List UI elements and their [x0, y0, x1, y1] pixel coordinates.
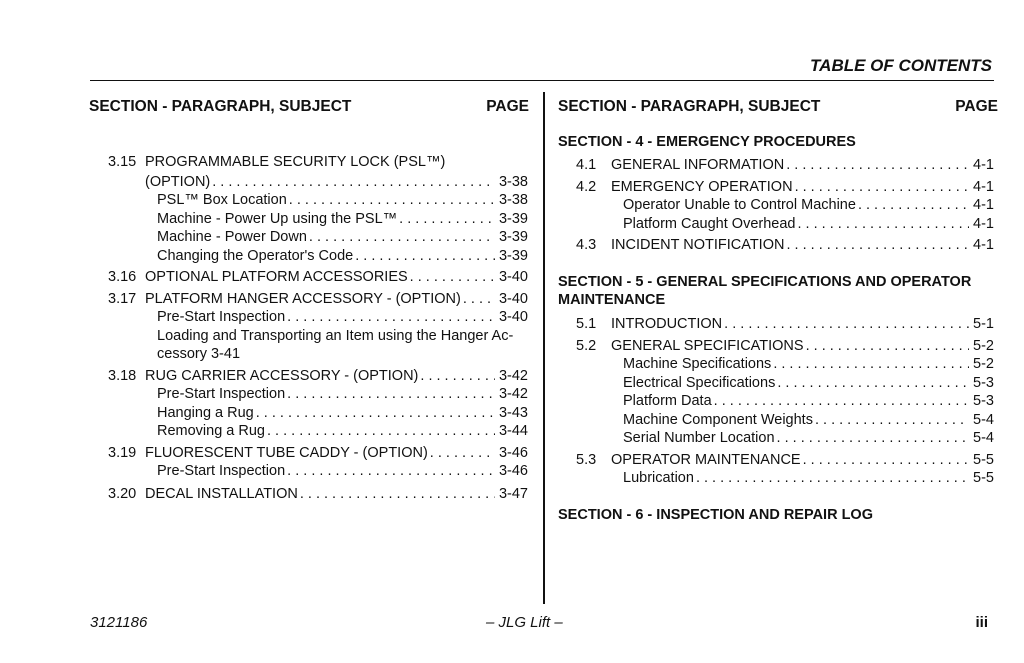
toc-entry-3-18[interactable]: RUG CARRIER ACCESSORY - (OPTION) . . . 3-42 — [145, 367, 528, 385]
toc-number-3-17: 3.17 — [108, 291, 137, 307]
left-page-heading: PAGE — [486, 98, 529, 115]
right-page-heading: PAGE — [955, 98, 998, 115]
page-title: TABLE OF CONTENTS — [810, 56, 992, 75]
toc-number-3-19: 3.19 — [108, 445, 137, 461]
toc-entry-3-20[interactable]: DECAL INSTALLATION . . . 3-47 — [145, 485, 528, 503]
toc-subentry-platform-data[interactable]: Platform Data . . . 5-3 — [623, 392, 994, 410]
toc-number-3-16: 3.16 — [108, 269, 137, 285]
toc-number-5-3: 5.3 — [576, 452, 597, 468]
toc-number-3-18: 3.18 — [108, 368, 137, 384]
toc-subentry-3-17-prestart[interactable]: Pre-Start Inspection . . . 3-40 — [157, 308, 528, 326]
toc-entry-3-15: PROGRAMMABLE SECURITY LOCK (PSL™) — [145, 154, 446, 170]
footer-page-number: iii — [975, 614, 988, 631]
toc-subentry-3-19-prestart[interactable]: Pre-Start Inspection . . . 3-46 — [157, 462, 528, 480]
toc-entry-4-3[interactable]: INCIDENT NOTIFICATION . . . 4-1 — [611, 236, 994, 254]
toc-subentry-psl-box-location[interactable]: PSL™ Box Location . . . 3-38 — [157, 191, 528, 209]
right-heading-label: SECTION - PARAGRAPH, SUBJECT — [558, 98, 821, 115]
toc-subentry-loading-line2[interactable]: cessory 3-41 — [157, 346, 241, 362]
column-divider — [543, 92, 545, 604]
toc-subentry-electrical-specifications[interactable]: Electrical Specifications . . . 5-3 — [623, 374, 994, 392]
toc-subentry-machine-specifications[interactable]: Machine Specifications . . . 5-2 — [623, 355, 994, 373]
toc-number-3-15: 3.15 — [108, 154, 137, 170]
toc-subentry-operator-unable[interactable]: Operator Unable to Control Machine . . . 4-1 — [623, 196, 994, 214]
footer-brand: – JLG Lift – — [486, 614, 563, 631]
section-6-heading[interactable]: SECTION - 6 - INSPECTION AND REPAIR LOG — [558, 507, 873, 523]
toc-entry-5-2[interactable]: GENERAL SPECIFICATIONS . . . 5-2 — [611, 337, 994, 355]
toc-number-5-1: 5.1 — [576, 316, 597, 332]
toc-entry-5-3[interactable]: OPERATOR MAINTENANCE . . . 5-5 — [611, 451, 994, 469]
toc-number-4-3: 4.3 — [576, 237, 597, 253]
toc-entry-4-2[interactable]: EMERGENCY OPERATION . . . 4-1 — [611, 178, 994, 196]
section-5-heading-line1[interactable]: SECTION - 5 - GENERAL SPECIFICATIONS AND OPERATOR — [558, 274, 972, 290]
toc-entry-4-1[interactable]: GENERAL INFORMATION . . . 4-1 — [611, 156, 994, 174]
toc-subentry-serial-number-location[interactable]: Serial Number Location . . . 5-4 — [623, 429, 994, 447]
header-rule — [90, 80, 994, 81]
toc-subentry-loading-line1[interactable]: Loading and Transporting an Item using the Hanger Ac- — [157, 328, 514, 344]
toc-subentry-platform-caught[interactable]: Platform Caught Overhead . . . 4-1 — [623, 215, 994, 233]
toc-number-4-2: 4.2 — [576, 179, 597, 195]
section-4-heading[interactable]: SECTION - 4 - EMERGENCY PROCEDURES — [558, 134, 856, 150]
toc-entry-3-17[interactable]: PLATFORM HANGER ACCESSORY - (OPTION) . . . 3-40 — [145, 290, 528, 308]
toc-subentry-component-weights[interactable]: Machine Component Weights . . . 5-4 — [623, 411, 994, 429]
toc-subentry-lubrication[interactable]: Lubrication . . . 5-5 — [623, 469, 994, 487]
toc-subentry-operator-code[interactable]: Changing the Operator's Code . . . 3-39 — [157, 247, 528, 265]
toc-entry-3-19[interactable]: FLUORESCENT TUBE CADDY - (OPTION) . . . 3-46 — [145, 444, 528, 462]
toc-subentry-power-up[interactable]: Machine - Power Up using the PSL™ . . . 3-39 — [157, 210, 528, 228]
toc-entry-3-16[interactable]: OPTIONAL PLATFORM ACCESSORIES . . . 3-40 — [145, 268, 528, 286]
toc-entry-3-15-option[interactable]: (OPTION) . . . 3-38 — [145, 173, 528, 191]
toc-number-3-20: 3.20 — [108, 486, 137, 502]
footer-doc-number: 3121186 — [90, 614, 148, 631]
toc-subentry-3-18-prestart[interactable]: Pre-Start Inspection . . . 3-42 — [157, 385, 528, 403]
toc-subentry-power-down[interactable]: Machine - Power Down . . . 3-39 — [157, 228, 528, 246]
section-5-heading-line2[interactable]: MAINTENANCE — [558, 292, 666, 308]
left-heading-label: SECTION - PARAGRAPH, SUBJECT — [89, 98, 352, 115]
toc-subentry-hanging-rug[interactable]: Hanging a Rug . . . 3-43 — [157, 404, 528, 422]
right-column-heading — [558, 98, 998, 116]
toc-number-5-2: 5.2 — [576, 338, 597, 354]
toc-entry-5-1[interactable]: INTRODUCTION . . . 5-1 — [611, 315, 994, 333]
toc-subentry-removing-rug[interactable]: Removing a Rug . . . 3-44 — [157, 422, 528, 440]
toc-number-4-1: 4.1 — [576, 157, 597, 173]
left-column-heading — [89, 98, 529, 116]
